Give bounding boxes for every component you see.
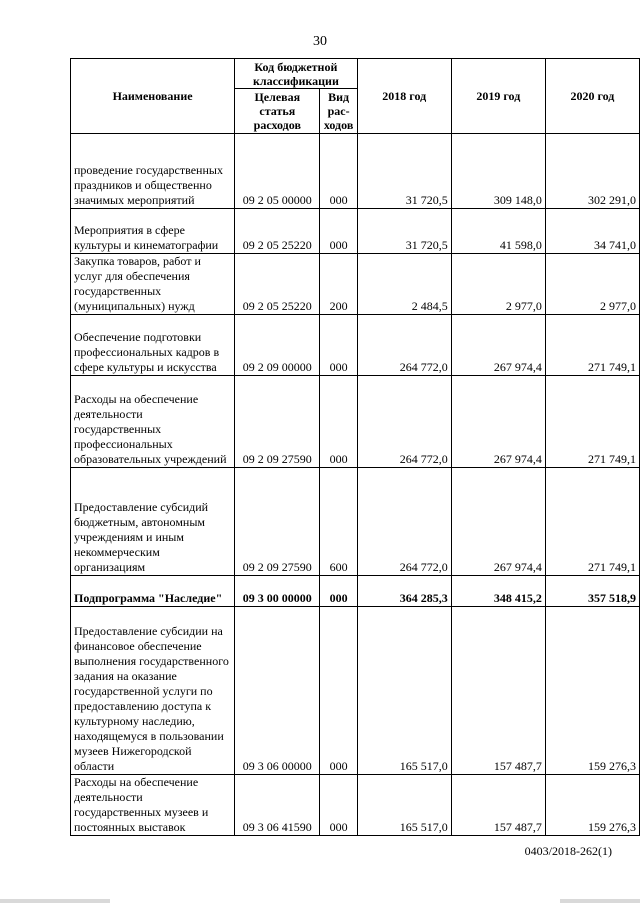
row-name: Подпрограмма "Наследие" [71,576,235,607]
row-kind: 000 [320,607,357,775]
row-2020: 271 749,1 [545,468,639,576]
row-name: Предоставление субсидий бюджетным, автономным учреждениям и иным некоммерческим организациям [71,468,235,576]
row-kind: 000 [320,134,357,209]
row-kind: 000 [320,209,357,254]
row-2018: 31 720,5 [357,134,451,209]
row-2020: 271 749,1 [545,376,639,468]
document-code: 0403/2018-262(1) [524,844,612,858]
row-2019: 157 487,7 [451,607,545,775]
header-2019: 2019 год [451,59,545,134]
table-row [71,376,640,468]
table-row [71,468,640,576]
row-article: 09 2 05 00000 [235,134,320,209]
row-article: 09 2 09 00000 [235,315,320,376]
row-article: 09 2 05 25220 [235,254,320,315]
row-kind: 000 [320,775,357,836]
row-2018: 264 772,0 [357,468,451,576]
row-2020: 357 518,9 [545,576,639,607]
header-name: Наименование [71,59,235,134]
row-2018: 364 285,3 [357,576,451,607]
row-name: Предоставление субсидии на финансовое обеспечение выполнения государственного задания на оказание государственной услуги по предоставлению доступа к культурному наследию, находящемуся в пользовании музеев Нижегородской области [71,607,235,775]
table-row [71,209,640,254]
table-row [71,134,640,209]
header-kind: Вид рас-ходов [320,89,357,134]
row-name: Мероприятия в сфере культуры и кинематографии [71,209,235,254]
row-2020: 2 977,0 [545,254,639,315]
row-2018: 31 720,5 [357,209,451,254]
row-article: 09 2 05 25220 [235,209,320,254]
row-article: 09 2 09 27590 [235,376,320,468]
row-article: 09 3 06 41590 [235,775,320,836]
row-2020: 159 276,3 [545,607,639,775]
header-budget-code: Код бюджетной классификации [235,59,358,89]
row-kind: 600 [320,468,357,576]
row-kind: 200 [320,254,357,315]
header-2020: 2020 год [545,59,639,134]
budget-table [70,58,640,836]
table-row-subprogram [71,576,640,607]
header-2018: 2018 год [357,59,451,134]
row-2018: 264 772,0 [357,376,451,468]
table-row [71,315,640,376]
row-article: 09 3 00 00000 [235,576,320,607]
table-row [71,607,640,775]
header-target-article: Целевая статья расходов [235,89,320,134]
row-2019: 267 974,4 [451,468,545,576]
row-name: Закупка товаров, работ и услуг для обеспечения государственных (муниципальных) нужд [71,254,235,315]
scan-edge-strip [0,897,640,905]
row-2018: 165 517,0 [357,607,451,775]
row-article: 09 3 06 00000 [235,607,320,775]
row-name: Обеспечение подготовки профессиональных кадров в сфере культуры и искусства [71,315,235,376]
row-2018: 165 517,0 [357,775,451,836]
row-2020: 271 749,1 [545,315,639,376]
row-2020: 159 276,3 [545,775,639,836]
row-name: проведение государственных праздников и общественно значимых мероприятий [71,134,235,209]
table-row [71,775,640,836]
page-number: 30 [313,34,327,49]
row-kind: 000 [320,315,357,376]
row-2020: 34 741,0 [545,209,639,254]
row-2019: 348 415,2 [451,576,545,607]
table-row [71,254,640,315]
row-2019: 309 148,0 [451,134,545,209]
row-kind: 000 [320,576,357,607]
row-2018: 2 484,5 [357,254,451,315]
row-2019: 2 977,0 [451,254,545,315]
row-2019: 267 974,4 [451,315,545,376]
row-name: Расходы на обеспечение деятельности государственных профессиональных образовательных учреждений [71,376,235,468]
row-2019: 157 487,7 [451,775,545,836]
row-2019: 267 974,4 [451,376,545,468]
row-2019: 41 598,0 [451,209,545,254]
row-2018: 264 772,0 [357,315,451,376]
row-name: Расходы на обеспечение деятельности государственных музеев и постоянных выставок [71,775,235,836]
row-kind: 000 [320,376,357,468]
row-2020: 302 291,0 [545,134,639,209]
row-article: 09 2 09 27590 [235,468,320,576]
